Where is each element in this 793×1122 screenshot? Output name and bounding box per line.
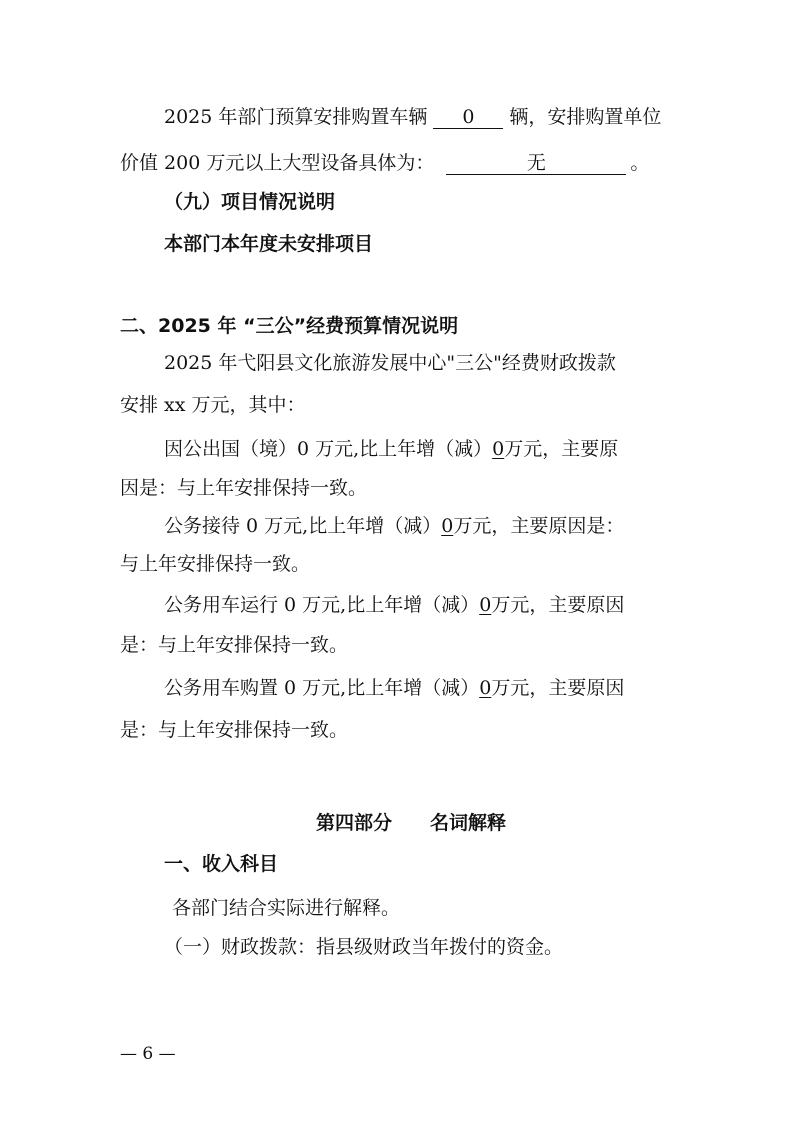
project-heading: （九）项目情况说明 bbox=[164, 191, 336, 213]
item-4-text-b: 万元，主要原因 bbox=[491, 677, 625, 699]
sangong-heading: 二、2025 年 “三公”经费预算情况说明 bbox=[120, 315, 459, 337]
sangong-item-3-cont: 是：与上年安排保持一致。 bbox=[120, 634, 349, 656]
part4-line-2: （一）财政拨款：指县级财政当年拨付的资金。 bbox=[164, 936, 564, 958]
project-text: 本部门本年度未安排项目 bbox=[164, 233, 374, 255]
item-2-text-b: 万元，主要原因是： bbox=[453, 515, 625, 537]
sangong-intro-2: 安排 xx 万元，其中： bbox=[120, 394, 306, 416]
vehicle-mid: 辆，安排购置单位 bbox=[509, 106, 662, 128]
part4-line-1: 各部门结合实际进行解释。 bbox=[172, 897, 401, 919]
sangong-item-3 bbox=[164, 592, 624, 618]
part4-title: 第四部分 名词解释 bbox=[316, 812, 507, 834]
part4-section: 一、收入科目 bbox=[164, 853, 279, 875]
vehicle-line-2 bbox=[120, 150, 649, 176]
sangong-item-1 bbox=[164, 436, 618, 462]
item-4-text: 公务用车购置 0 万元,比上年增（减） bbox=[164, 677, 480, 699]
vehicle-line2-prefix: 价值 200 万元以上大型设备具体为： bbox=[120, 152, 435, 174]
vehicle-prefix: 2025 年部门预算安排购置车辆 bbox=[164, 106, 428, 128]
equipment-value: 无 bbox=[446, 152, 626, 175]
item-1-text: 因公出国（境）0 万元,比上年增（减） bbox=[164, 438, 493, 460]
vehicle-line-1 bbox=[164, 104, 661, 130]
page-number: — 6 — bbox=[120, 1044, 176, 1064]
item-3-text: 公务用车运行 0 万元,比上年增（减） bbox=[164, 594, 480, 616]
sangong-item-2 bbox=[164, 513, 624, 539]
item-1-change: 0 bbox=[492, 438, 505, 460]
item-2-text: 公务接待 0 万元,比上年增（减） bbox=[164, 515, 442, 537]
vehicle-end: 。 bbox=[630, 152, 650, 174]
item-1-text-b: 万元，主要原 bbox=[504, 438, 619, 460]
sangong-intro-1: 2025 年弋阳县文化旅游发展中心"三公"经费财政拨款 bbox=[164, 352, 616, 374]
item-3-change: 0 bbox=[479, 594, 492, 616]
sangong-item-4 bbox=[164, 675, 624, 701]
item-4-change: 0 bbox=[479, 677, 492, 699]
sangong-item-4-cont: 是：与上年安排保持一致。 bbox=[120, 719, 349, 741]
sangong-item-2-cont: 与上年安排保持一致。 bbox=[120, 553, 311, 575]
item-2-change: 0 bbox=[441, 515, 454, 537]
item-3-text-b: 万元，主要原因 bbox=[491, 594, 625, 616]
vehicle-count: 0 bbox=[433, 106, 503, 129]
sangong-item-1-cont: 因是：与上年安排保持一致。 bbox=[120, 477, 368, 499]
